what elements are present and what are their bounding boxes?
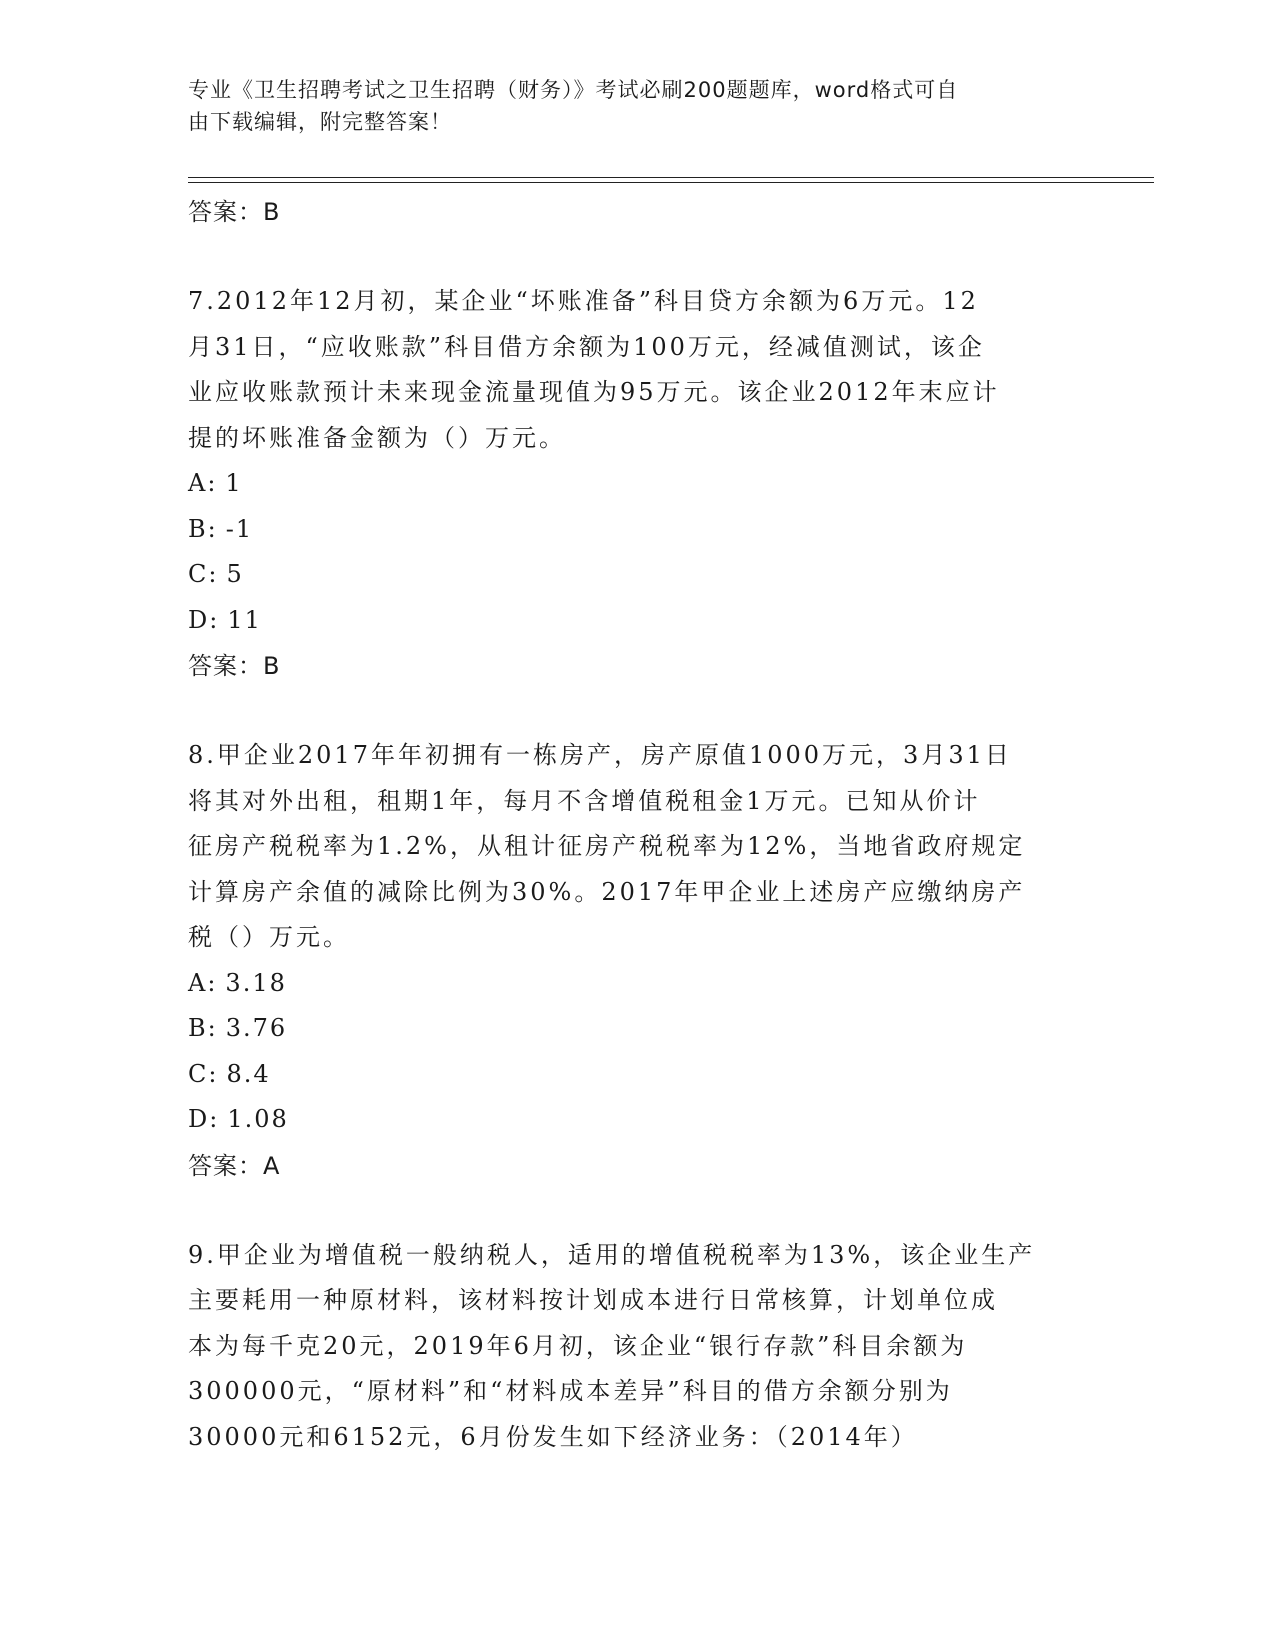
question-stem-line: 征房产税税率为1.2%，从租计征房产税税率为12%，当地省政府规定 bbox=[188, 832, 1026, 860]
question-9 bbox=[188, 1233, 1088, 1461]
previous-answer: 答案：B bbox=[188, 198, 281, 226]
question-stem-line: 本为每千克20元，2019年6月初，该企业“银行存款”科目余额为 bbox=[188, 1331, 968, 1360]
spacer bbox=[188, 1189, 1088, 1233]
option-text: 5 bbox=[226, 560, 244, 588]
header-line-1: 专业《卫生招聘考试之卫生招聘（财务）》考试必刷200题题库，word格式可自 bbox=[188, 78, 959, 102]
question-stem bbox=[188, 733, 1088, 961]
option-text: 8.4 bbox=[226, 1059, 271, 1088]
question-stem-line: 税（）万元。 bbox=[188, 923, 350, 951]
question-stem-line: 月31日，“应收账款”科目借方余额为100万元，经减值测试，该企 bbox=[188, 332, 985, 361]
option-b bbox=[188, 507, 1088, 553]
option-label: D: bbox=[188, 1105, 220, 1133]
question-stem bbox=[188, 279, 1088, 461]
option-text: -1 bbox=[225, 514, 254, 543]
document-body bbox=[188, 189, 1088, 1460]
answer-line: 答案：B bbox=[188, 652, 281, 680]
spacer bbox=[188, 235, 1088, 279]
question-stem-line: 9.甲企业为增值税一般纳税人，适用的增值税税率为13%，该企业生产 bbox=[188, 1240, 1036, 1269]
option-label: B: bbox=[188, 514, 218, 543]
option-text: 1 bbox=[225, 469, 243, 497]
option-text: 1.08 bbox=[227, 1105, 289, 1133]
spacer bbox=[188, 689, 1088, 733]
question-7 bbox=[188, 279, 1088, 689]
option-text: 11 bbox=[227, 605, 262, 634]
question-stem-line: 计算房产余值的减除比例为30%。2017年甲企业上述房产应缴纳房产 bbox=[188, 877, 1026, 906]
answer-line: 答案：A bbox=[188, 1151, 281, 1180]
header-divider-top bbox=[188, 177, 1154, 178]
option-a bbox=[188, 961, 1088, 1007]
question-stem-line: 主要耗用一种原材料，该材料按计划成本进行日常核算，计划单位成 bbox=[188, 1286, 998, 1314]
option-text: 3.76 bbox=[225, 1014, 288, 1042]
option-label: A: bbox=[188, 968, 218, 997]
option-text: 3.18 bbox=[225, 968, 287, 997]
option-d bbox=[188, 598, 1088, 644]
question-stem-line: 提的坏账准备金额为（）万元。 bbox=[188, 423, 566, 452]
option-label: C: bbox=[188, 560, 219, 588]
option-label: A: bbox=[188, 469, 218, 497]
header-divider-bottom bbox=[188, 182, 1154, 183]
option-label: B: bbox=[188, 1014, 218, 1042]
option-label: C: bbox=[188, 1059, 219, 1088]
option-c bbox=[188, 1052, 1088, 1098]
question-8 bbox=[188, 733, 1088, 1189]
question-stem-line: 300000元，“原材料”和“材料成本差异”科目的借方余额分别为 bbox=[188, 1377, 953, 1405]
question-stem-line: 30000元和6152元，6月份发生如下经济业务：（2014年） bbox=[188, 1422, 918, 1451]
question-stem-line: 将其对外出租，租期1年，每月不含增值税租金1万元。已知从价计 bbox=[188, 786, 981, 815]
header-line-2: 由下载编辑，附完整答案！ bbox=[188, 110, 452, 134]
option-b bbox=[188, 1006, 1088, 1052]
option-d bbox=[188, 1097, 1088, 1143]
question-stem-line: 7.2012年12月初，某企业“坏账准备”科目贷方余额为6万元。12 bbox=[188, 287, 979, 315]
question-stem-line: 8.甲企业2017年年初拥有一栋房产，房产原值1000万元，3月31日 bbox=[188, 741, 1012, 769]
question-stem bbox=[188, 1233, 1088, 1461]
option-label: D: bbox=[188, 605, 220, 634]
document-header bbox=[188, 74, 1068, 138]
option-a bbox=[188, 461, 1088, 507]
option-c bbox=[188, 552, 1088, 598]
question-stem-line: 业应收账款预计未来现金流量现值为95万元。该企业2012年末应计 bbox=[188, 378, 1000, 406]
